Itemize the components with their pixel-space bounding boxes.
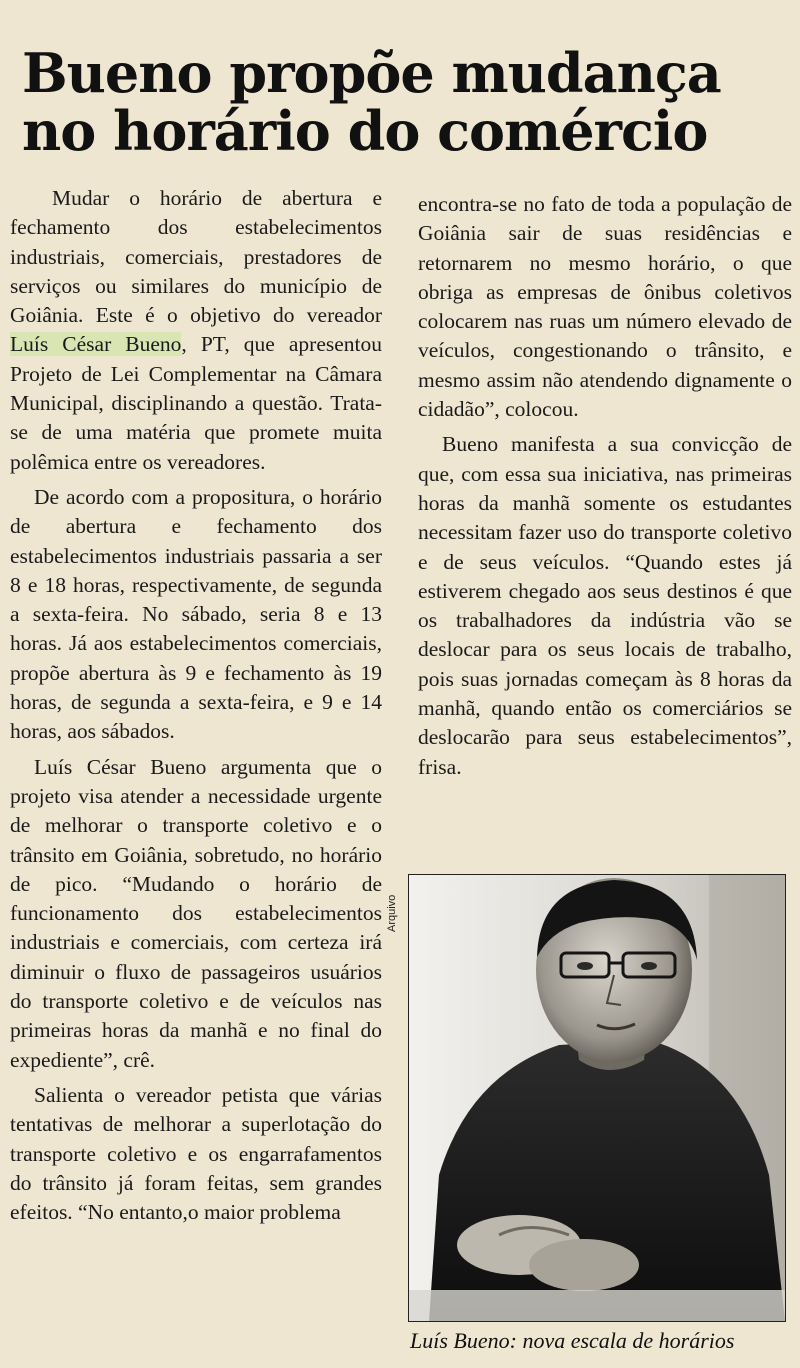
photo-credit: Arquivo: [386, 894, 398, 932]
highlighted-name: Luís César Bueno: [10, 332, 182, 357]
paragraph: Luís César Bueno argumenta que o projeto visa atender a necessidade urgente de melhorar o transporte coletivo e o trânsito em Goiânia, sobretudo, no horário de pico. “Mudando o horário de funcionamento dos estabelecimentos industriais e comerciais, com certeza irá diminuir o fluxo de passageiros usuários do transporte coletivo e de veículos nas primeiras horas da manhã e no final do expediente”, crê.: [10, 754, 382, 1072]
paragraph: De acordo com a propositura, o horário de abertura e fechamento dos estabelecimentos industriais passaria a ser 8 e 18 horas, respectivamente, de segunda a sexta-feira. No sábado, seria 8 e 13 horas. Já aos estabelecimentos comerciais, propõe abertura às 9 e fechamento às 19 horas, de segunda a sexta-feira, e 9 e 14 horas, aos sábados.: [10, 484, 382, 744]
photo-caption: Luís Bueno: nova escala de horários: [410, 1328, 735, 1353]
headline-line-2: no horário do comércio: [22, 99, 708, 164]
article-column-right: [418, 190, 792, 788]
portrait-photo: [408, 874, 786, 1322]
portrait-illustration: [409, 875, 785, 1321]
paragraph-text: , PT, que apresentou Projeto de Lei Complementar na Câmara Municipal, disciplinando a questão. Trata-se de uma matéria que promete muita polêmica entre os vereadores.: [10, 332, 382, 474]
headline: [22, 41, 792, 164]
paragraph: [10, 184, 382, 477]
paragraph: Bueno manifesta a sua convicção de que, com essa sua iniciativa, nas primeiras horas da manhã somente os estudantes necessitam fazer uso do transporte coletivo e de seus veículos. “Quando estes já estiverem chegado aos seus destinos é que os trabalhadores da indústria vão se deslocar para os seus locais de trabalho, pois suas jornadas começam às 8 horas da manhã, quando então os comerciários se deslocarão para seus estabelecimentos”, frisa.: [418, 432, 792, 779]
headline-line-1: Bueno propõe mudança: [22, 41, 721, 106]
article-column-left: [10, 184, 382, 1233]
paragraph: encontra-se no fato de toda a população de Goiânia sair de suas residências e retornarem no mesmo horário, o que obriga as empresas de ônibus coletivos colocarem nas ruas um número elevado de veículos, congestionando o trânsito, e mesmo assim não atendendo dignamente o cidadão”, colocou.: [418, 192, 792, 422]
photo: [408, 874, 786, 1322]
paragraph-text: Mudar o horário de abertura e fechamento dos estabelecimentos industriais, comerciais, prestadores de serviços ou similares do município de Goiânia. Este é o objetivo do vereador: [10, 186, 382, 328]
paragraph: Salienta o vereador petista que várias tentativas de melhorar a superlotação do transporte coletivo e os engarrafamentos do trânsito já foram feitas, sem grandes efeitos. “No entanto,o maior problema: [10, 1082, 382, 1225]
